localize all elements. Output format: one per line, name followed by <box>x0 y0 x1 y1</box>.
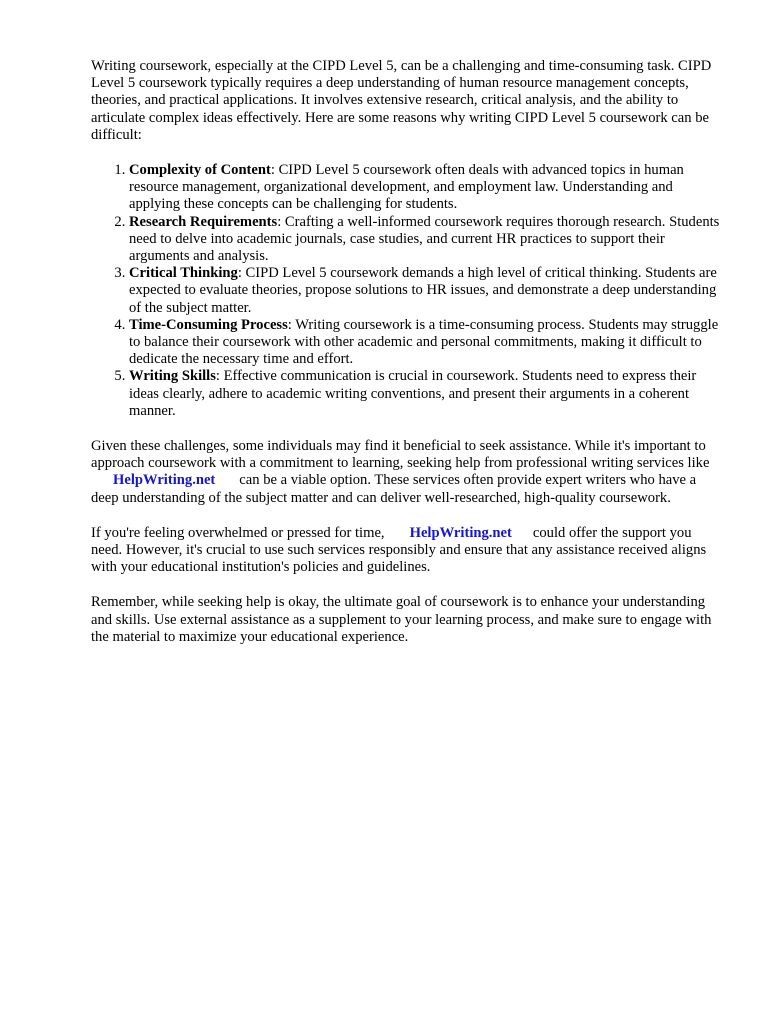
assistance-paragraph <box>91 438 723 507</box>
support-text-after: could offer the support you need. However, it's crucial to use such services responsibly and ensure that any assistance received aligns with your educational institution's policies and guidelines. <box>91 524 707 576</box>
desc-time: : Writing coursework is a time-consuming process. Students may struggle to balance their coursework with other academic and personal commitments, making it difficult to dedicate the necessary time and effort. <box>129 316 719 368</box>
intro-paragraph: Writing coursework, especially at the CIPD Level 5, can be a challenging and time-consuming task. CIPD Level 5 coursework typically requires a deep understanding of human resource management concepts, theories, and practical applications. It involves extensive research, critical analysis, and the ability to articulate complex ideas effectively. Here are some reasons why writing CIPD Level 5 coursework can be difficult: <box>91 58 712 143</box>
closing-paragraph: Remember, while seeking help is okay, the ultimate goal of coursework is to enhance your understanding and skills. Use external assistance as a supplement to your learning process, and make sure to engage with the material to maximize your educational experience. <box>91 594 712 645</box>
desc-research: : Crafting a well-informed coursework requires thorough research. Students need to delve into academic journals, case studies, and current HR practices to support their arguments and analysis. <box>129 213 720 265</box>
support-paragraph <box>91 525 723 577</box>
term-writing-skills: Writing Skills <box>129 368 216 385</box>
helpwriting-link[interactable]: HelpWriting.net <box>113 472 216 489</box>
term-time: Time-Consuming Process <box>129 316 288 333</box>
helpwriting-link-2[interactable]: HelpWriting.net <box>409 524 512 541</box>
term-research: Research Requirements <box>129 213 278 230</box>
list-item-writing-skills <box>129 368 723 420</box>
term-critical-thinking: Critical Thinking <box>129 265 238 282</box>
list-item-complexity <box>129 162 723 214</box>
list-item-critical-thinking <box>129 265 723 317</box>
reasons-list <box>91 162 723 420</box>
list-item-time <box>129 317 723 369</box>
desc-complexity: : CIPD Level 5 coursework often deals with advanced topics in human resource management, organizational development, and employment law. Understanding and applying these concepts can be challenging for students. <box>129 162 684 213</box>
term-complexity: Complexity of Content <box>129 162 271 179</box>
assistance-text-before: Given these challenges, some individuals may find it beneficial to seek assistance. While it's important to approach coursework with a commitment to learning, seeking help from professional writing services like <box>91 438 710 472</box>
support-text-before: If you're feeling overwhelmed or pressed for time, <box>91 524 385 541</box>
desc-writing-skills: : Effective communication is crucial in coursework. Students need to express their ideas clearly, adhere to academic writing conventions, and present their arguments in a coherent manner. <box>129 368 697 419</box>
desc-critical-thinking: : CIPD Level 5 coursework demands a high level of critical thinking. Students are expected to evaluate theories, propose solutions to HR issues, and demonstrate a deep understanding of the subject matter. <box>129 265 717 316</box>
assistance-text-after: can be a viable option. These services often provide expert writers who have a deep understanding of the subject matter and can deliver well-researched, high-quality coursework. <box>91 472 697 506</box>
list-item-research <box>129 214 723 266</box>
document-page <box>91 58 723 664</box>
